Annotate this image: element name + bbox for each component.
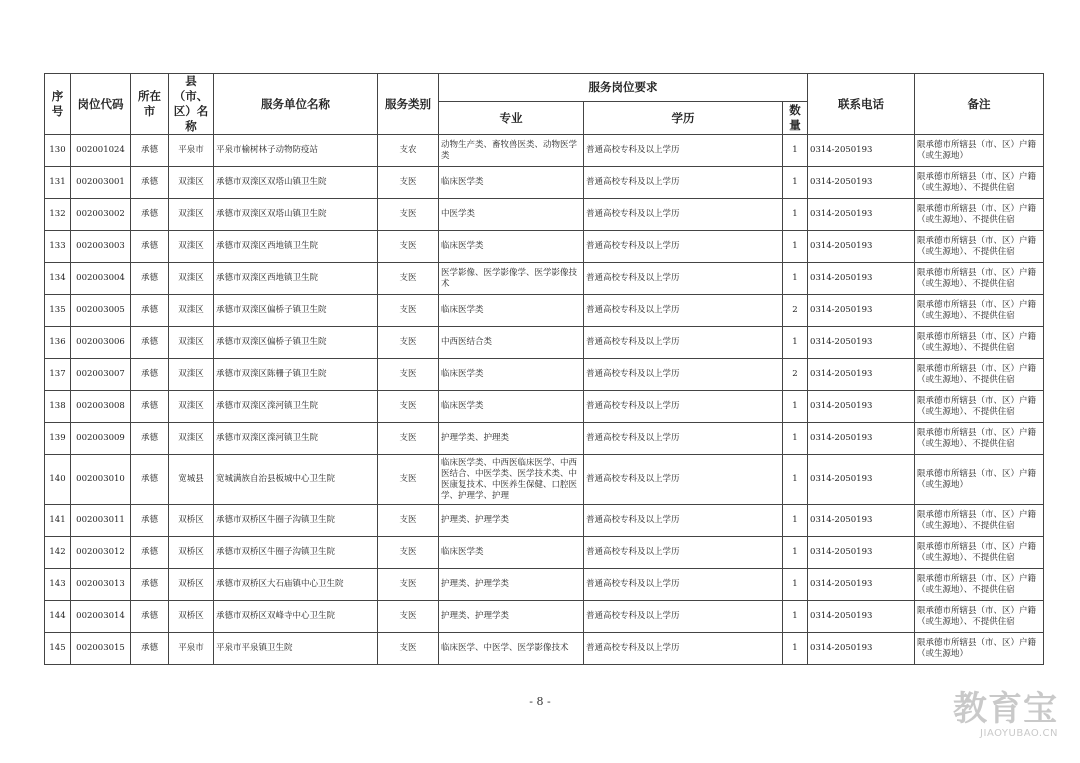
cell-code: 002003002 [71,199,131,231]
cell-county: 双滦区 [169,359,214,391]
cell-phone: 0314-2050193 [808,263,915,295]
header-category: 服务类别 [378,74,439,135]
cell-education: 普通高校专科及以上学历 [584,359,783,391]
cell-education: 普通高校专科及以上学历 [584,537,783,569]
cell-major: 临床医学类、中西医临床医学、中西医结合、中医学类、医学技术类、中医康复技术、中医养生保健、口腔医学、护理学、护理 [439,455,584,505]
cell-education: 普通高校专科及以上学历 [584,391,783,423]
cell-quantity: 1 [783,135,808,167]
cell-county: 双桥区 [169,601,214,633]
cell-county: 双滦区 [169,327,214,359]
cell-major: 临床医学类 [439,231,584,263]
cell-phone: 0314-2050193 [808,231,915,263]
cell-remarks: 限承德市所辖县（市、区）户籍（或生源地）、不提供住宿 [915,423,1044,455]
cell-remarks: 限承德市所辖县（市、区）户籍（或生源地）、不提供住宿 [915,601,1044,633]
cell-quantity: 1 [783,569,808,601]
cell-phone: 0314-2050193 [808,295,915,327]
cell-code: 002003008 [71,391,131,423]
cell-city: 承德 [131,601,169,633]
cell-quantity: 1 [783,505,808,537]
cell-quantity: 1 [783,263,808,295]
cell-unit: 平泉市平泉镇卫生院 [214,633,378,665]
cell-code: 002003001 [71,167,131,199]
cell-county: 双滦区 [169,199,214,231]
cell-county: 双桥区 [169,537,214,569]
cell-seq: 139 [45,423,71,455]
cell-remarks: 限承德市所辖县（市、区）户籍（或生源地）、不提供住宿 [915,231,1044,263]
cell-county: 平泉市 [169,135,214,167]
header-requirements: 服务岗位要求 [439,74,808,102]
cell-unit: 承德市双桥区双峰寺中心卫生院 [214,601,378,633]
cell-quantity: 1 [783,455,808,505]
cell-major: 临床医学类 [439,391,584,423]
cell-city: 承德 [131,537,169,569]
cell-phone: 0314-2050193 [808,537,915,569]
cell-education: 普通高校专科及以上学历 [584,455,783,505]
table-row [45,633,1044,665]
cell-education: 普通高校专科及以上学历 [584,633,783,665]
cell-quantity: 1 [783,167,808,199]
table-row [45,505,1044,537]
cell-category: 支医 [378,359,439,391]
cell-remarks: 限承德市所辖县（市、区）户籍（或生源地）、不提供住宿 [915,391,1044,423]
cell-unit: 承德市双滦区双塔山镇卫生院 [214,167,378,199]
cell-county: 双滦区 [169,295,214,327]
header-education: 学历 [584,102,783,135]
cell-code: 002003010 [71,455,131,505]
cell-quantity: 1 [783,327,808,359]
cell-city: 承德 [131,633,169,665]
cell-city: 承德 [131,455,169,505]
cell-county: 双桥区 [169,505,214,537]
cell-quantity: 1 [783,391,808,423]
cell-phone: 0314-2050193 [808,601,915,633]
cell-seq: 136 [45,327,71,359]
cell-phone: 0314-2050193 [808,569,915,601]
cell-city: 承德 [131,505,169,537]
cell-category: 支医 [378,505,439,537]
cell-seq: 145 [45,633,71,665]
cell-category: 支医 [378,295,439,327]
cell-code: 002003006 [71,327,131,359]
cell-phone: 0314-2050193 [808,199,915,231]
table-row [45,537,1044,569]
cell-education: 普通高校专科及以上学历 [584,423,783,455]
cell-city: 承德 [131,423,169,455]
cell-remarks: 限承德市所辖县（市、区）户籍（或生源地）、不提供住宿 [915,167,1044,199]
cell-category: 支医 [378,391,439,423]
cell-seq: 143 [45,569,71,601]
cell-code: 002003003 [71,231,131,263]
cell-education: 普通高校专科及以上学历 [584,295,783,327]
cell-seq: 131 [45,167,71,199]
table-row [45,359,1044,391]
cell-quantity: 2 [783,295,808,327]
cell-unit: 承德市双滦区西地镇卫生院 [214,231,378,263]
header-code: 岗位代码 [71,74,131,135]
header-county: 县（市、区）名称 [169,74,214,135]
cell-remarks: 限承德市所辖县（市、区）户籍（或生源地）、不提供住宿 [915,199,1044,231]
positions-table [44,73,1044,665]
cell-phone: 0314-2050193 [808,423,915,455]
cell-phone: 0314-2050193 [808,167,915,199]
cell-unit: 承德市双滦区西地镇卫生院 [214,263,378,295]
cell-major: 护理学类、护理类 [439,423,584,455]
cell-code: 002003015 [71,633,131,665]
table-row [45,455,1044,505]
table-row [45,263,1044,295]
header-city: 所在市 [131,74,169,135]
cell-quantity: 1 [783,231,808,263]
cell-major: 护理类、护理学类 [439,601,584,633]
cell-education: 普通高校专科及以上学历 [584,327,783,359]
cell-category: 支医 [378,455,439,505]
cell-phone: 0314-2050193 [808,135,915,167]
cell-unit: 承德市双滦区滦河镇卫生院 [214,391,378,423]
cell-remarks: 限承德市所辖县（市、区）户籍（或生源地）、不提供住宿 [915,327,1044,359]
table-row [45,569,1044,601]
cell-education: 普通高校专科及以上学历 [584,135,783,167]
cell-phone: 0314-2050193 [808,455,915,505]
header-major: 专业 [439,102,584,135]
cell-remarks: 限承德市所辖县（市、区）户籍（或生源地）、不提供住宿 [915,295,1044,327]
cell-category: 支医 [378,231,439,263]
cell-major: 中西医结合类 [439,327,584,359]
cell-seq: 132 [45,199,71,231]
cell-phone: 0314-2050193 [808,505,915,537]
cell-county: 双滦区 [169,167,214,199]
cell-seq: 144 [45,601,71,633]
cell-category: 支医 [378,167,439,199]
cell-education: 普通高校专科及以上学历 [584,569,783,601]
cell-code: 002003014 [71,601,131,633]
cell-quantity: 1 [783,537,808,569]
cell-major: 临床医学类 [439,167,584,199]
table-row [45,295,1044,327]
cell-unit: 承德市双滦区双塔山镇卫生院 [214,199,378,231]
cell-city: 承德 [131,391,169,423]
table-body [45,135,1044,665]
cell-category: 支医 [378,263,439,295]
cell-county: 平泉市 [169,633,214,665]
cell-code: 002003012 [71,537,131,569]
cell-unit: 承德市双桥区牛圈子沟镇卫生院 [214,505,378,537]
cell-category: 支医 [378,601,439,633]
cell-quantity: 1 [783,601,808,633]
table-row [45,391,1044,423]
cell-city: 承德 [131,327,169,359]
cell-quantity: 1 [783,633,808,665]
cell-major: 护理类、护理学类 [439,569,584,601]
cell-category: 支医 [378,537,439,569]
cell-category: 支医 [378,569,439,601]
cell-seq: 134 [45,263,71,295]
table-row [45,601,1044,633]
watermark-logo [938,690,1058,746]
cell-major: 临床医学类 [439,295,584,327]
cell-code: 002003005 [71,295,131,327]
cell-education: 普通高校专科及以上学历 [584,231,783,263]
watermark-url: JIAOYUBAO.CN [980,728,1058,739]
cell-seq: 140 [45,455,71,505]
cell-phone: 0314-2050193 [808,327,915,359]
cell-category: 支农 [378,135,439,167]
cell-quantity: 1 [783,199,808,231]
table-row [45,327,1044,359]
cell-county: 双滦区 [169,231,214,263]
watermark-brand: 教育宝 [953,689,1058,729]
cell-county: 宽城县 [169,455,214,505]
cell-county: 双滦区 [169,423,214,455]
cell-code: 002003011 [71,505,131,537]
cell-code: 002001024 [71,135,131,167]
cell-seq: 130 [45,135,71,167]
table-row [45,199,1044,231]
table-row [45,423,1044,455]
cell-county: 双桥区 [169,569,214,601]
cell-city: 承德 [131,199,169,231]
cell-seq: 135 [45,295,71,327]
cell-code: 002003004 [71,263,131,295]
cell-major: 临床医学类 [439,537,584,569]
cell-category: 支医 [378,327,439,359]
cell-unit: 承德市双滦区滦河镇卫生院 [214,423,378,455]
cell-major: 中医学类 [439,199,584,231]
cell-seq: 133 [45,231,71,263]
cell-code: 002003009 [71,423,131,455]
cell-major: 医学影像、医学影像学、医学影像技术 [439,263,584,295]
table-row [45,135,1044,167]
cell-major: 临床医学类 [439,359,584,391]
cell-remarks: 限承德市所辖县（市、区）户籍（或生源地）、不提供住宿 [915,569,1044,601]
cell-remarks: 限承德市所辖县（市、区）户籍（或生源地） [915,633,1044,665]
cell-seq: 138 [45,391,71,423]
cell-education: 普通高校专科及以上学历 [584,263,783,295]
cell-unit: 承德市双桥区牛圈子沟镇卫生院 [214,537,378,569]
cell-seq: 142 [45,537,71,569]
cell-code: 002003007 [71,359,131,391]
cell-city: 承德 [131,135,169,167]
cell-city: 承德 [131,231,169,263]
cell-code: 002003013 [71,569,131,601]
cell-unit: 承德市双滦区偏桥子镇卫生院 [214,295,378,327]
cell-phone: 0314-2050193 [808,391,915,423]
cell-category: 支医 [378,633,439,665]
cell-seq: 137 [45,359,71,391]
cell-category: 支医 [378,199,439,231]
cell-county: 双滦区 [169,263,214,295]
cell-city: 承德 [131,295,169,327]
cell-city: 承德 [131,167,169,199]
header-phone: 联系电话 [808,74,915,135]
cell-quantity: 2 [783,359,808,391]
cell-county: 双滦区 [169,391,214,423]
cell-unit: 平泉市榆树林子动物防疫站 [214,135,378,167]
cell-city: 承德 [131,263,169,295]
header-seq: 序号 [45,74,71,135]
cell-education: 普通高校专科及以上学历 [584,505,783,537]
header-remarks: 备注 [915,74,1044,135]
table-row [45,231,1044,263]
cell-phone: 0314-2050193 [808,633,915,665]
cell-remarks: 限承德市所辖县（市、区）户籍（或生源地） [915,455,1044,505]
table-row [45,167,1044,199]
cell-unit: 承德市双滦区偏桥子镇卫生院 [214,327,378,359]
header-unit: 服务单位名称 [214,74,378,135]
cell-major: 护理类、护理学类 [439,505,584,537]
cell-remarks: 限承德市所辖县（市、区）户籍（或生源地）、不提供住宿 [915,505,1044,537]
cell-city: 承德 [131,359,169,391]
cell-category: 支医 [378,423,439,455]
cell-seq: 141 [45,505,71,537]
cell-education: 普通高校专科及以上学历 [584,167,783,199]
cell-unit: 承德市双桥区大石庙镇中心卫生院 [214,569,378,601]
cell-remarks: 限承德市所辖县（市、区）户籍（或生源地）、不提供住宿 [915,537,1044,569]
cell-education: 普通高校专科及以上学历 [584,199,783,231]
cell-education: 普通高校专科及以上学历 [584,601,783,633]
cell-quantity: 1 [783,423,808,455]
cell-major: 动物生产类、畜牧兽医类、动物医学类 [439,135,584,167]
header-quantity: 数量 [783,102,808,135]
page-number: - 8 - [529,695,551,708]
cell-remarks: 限承德市所辖县（市、区）户籍（或生源地）、不提供住宿 [915,263,1044,295]
cell-phone: 0314-2050193 [808,359,915,391]
cell-remarks: 限承德市所辖县（市、区）户籍（或生源地）、不提供住宿 [915,359,1044,391]
cell-city: 承德 [131,569,169,601]
cell-remarks: 限承德市所辖县（市、区）户籍（或生源地） [915,135,1044,167]
cell-unit: 宽城满族自治县板城中心卫生院 [214,455,378,505]
cell-unit: 承德市双滦区陈栅子镇卫生院 [214,359,378,391]
cell-major: 临床医学、中医学、医学影像技术 [439,633,584,665]
